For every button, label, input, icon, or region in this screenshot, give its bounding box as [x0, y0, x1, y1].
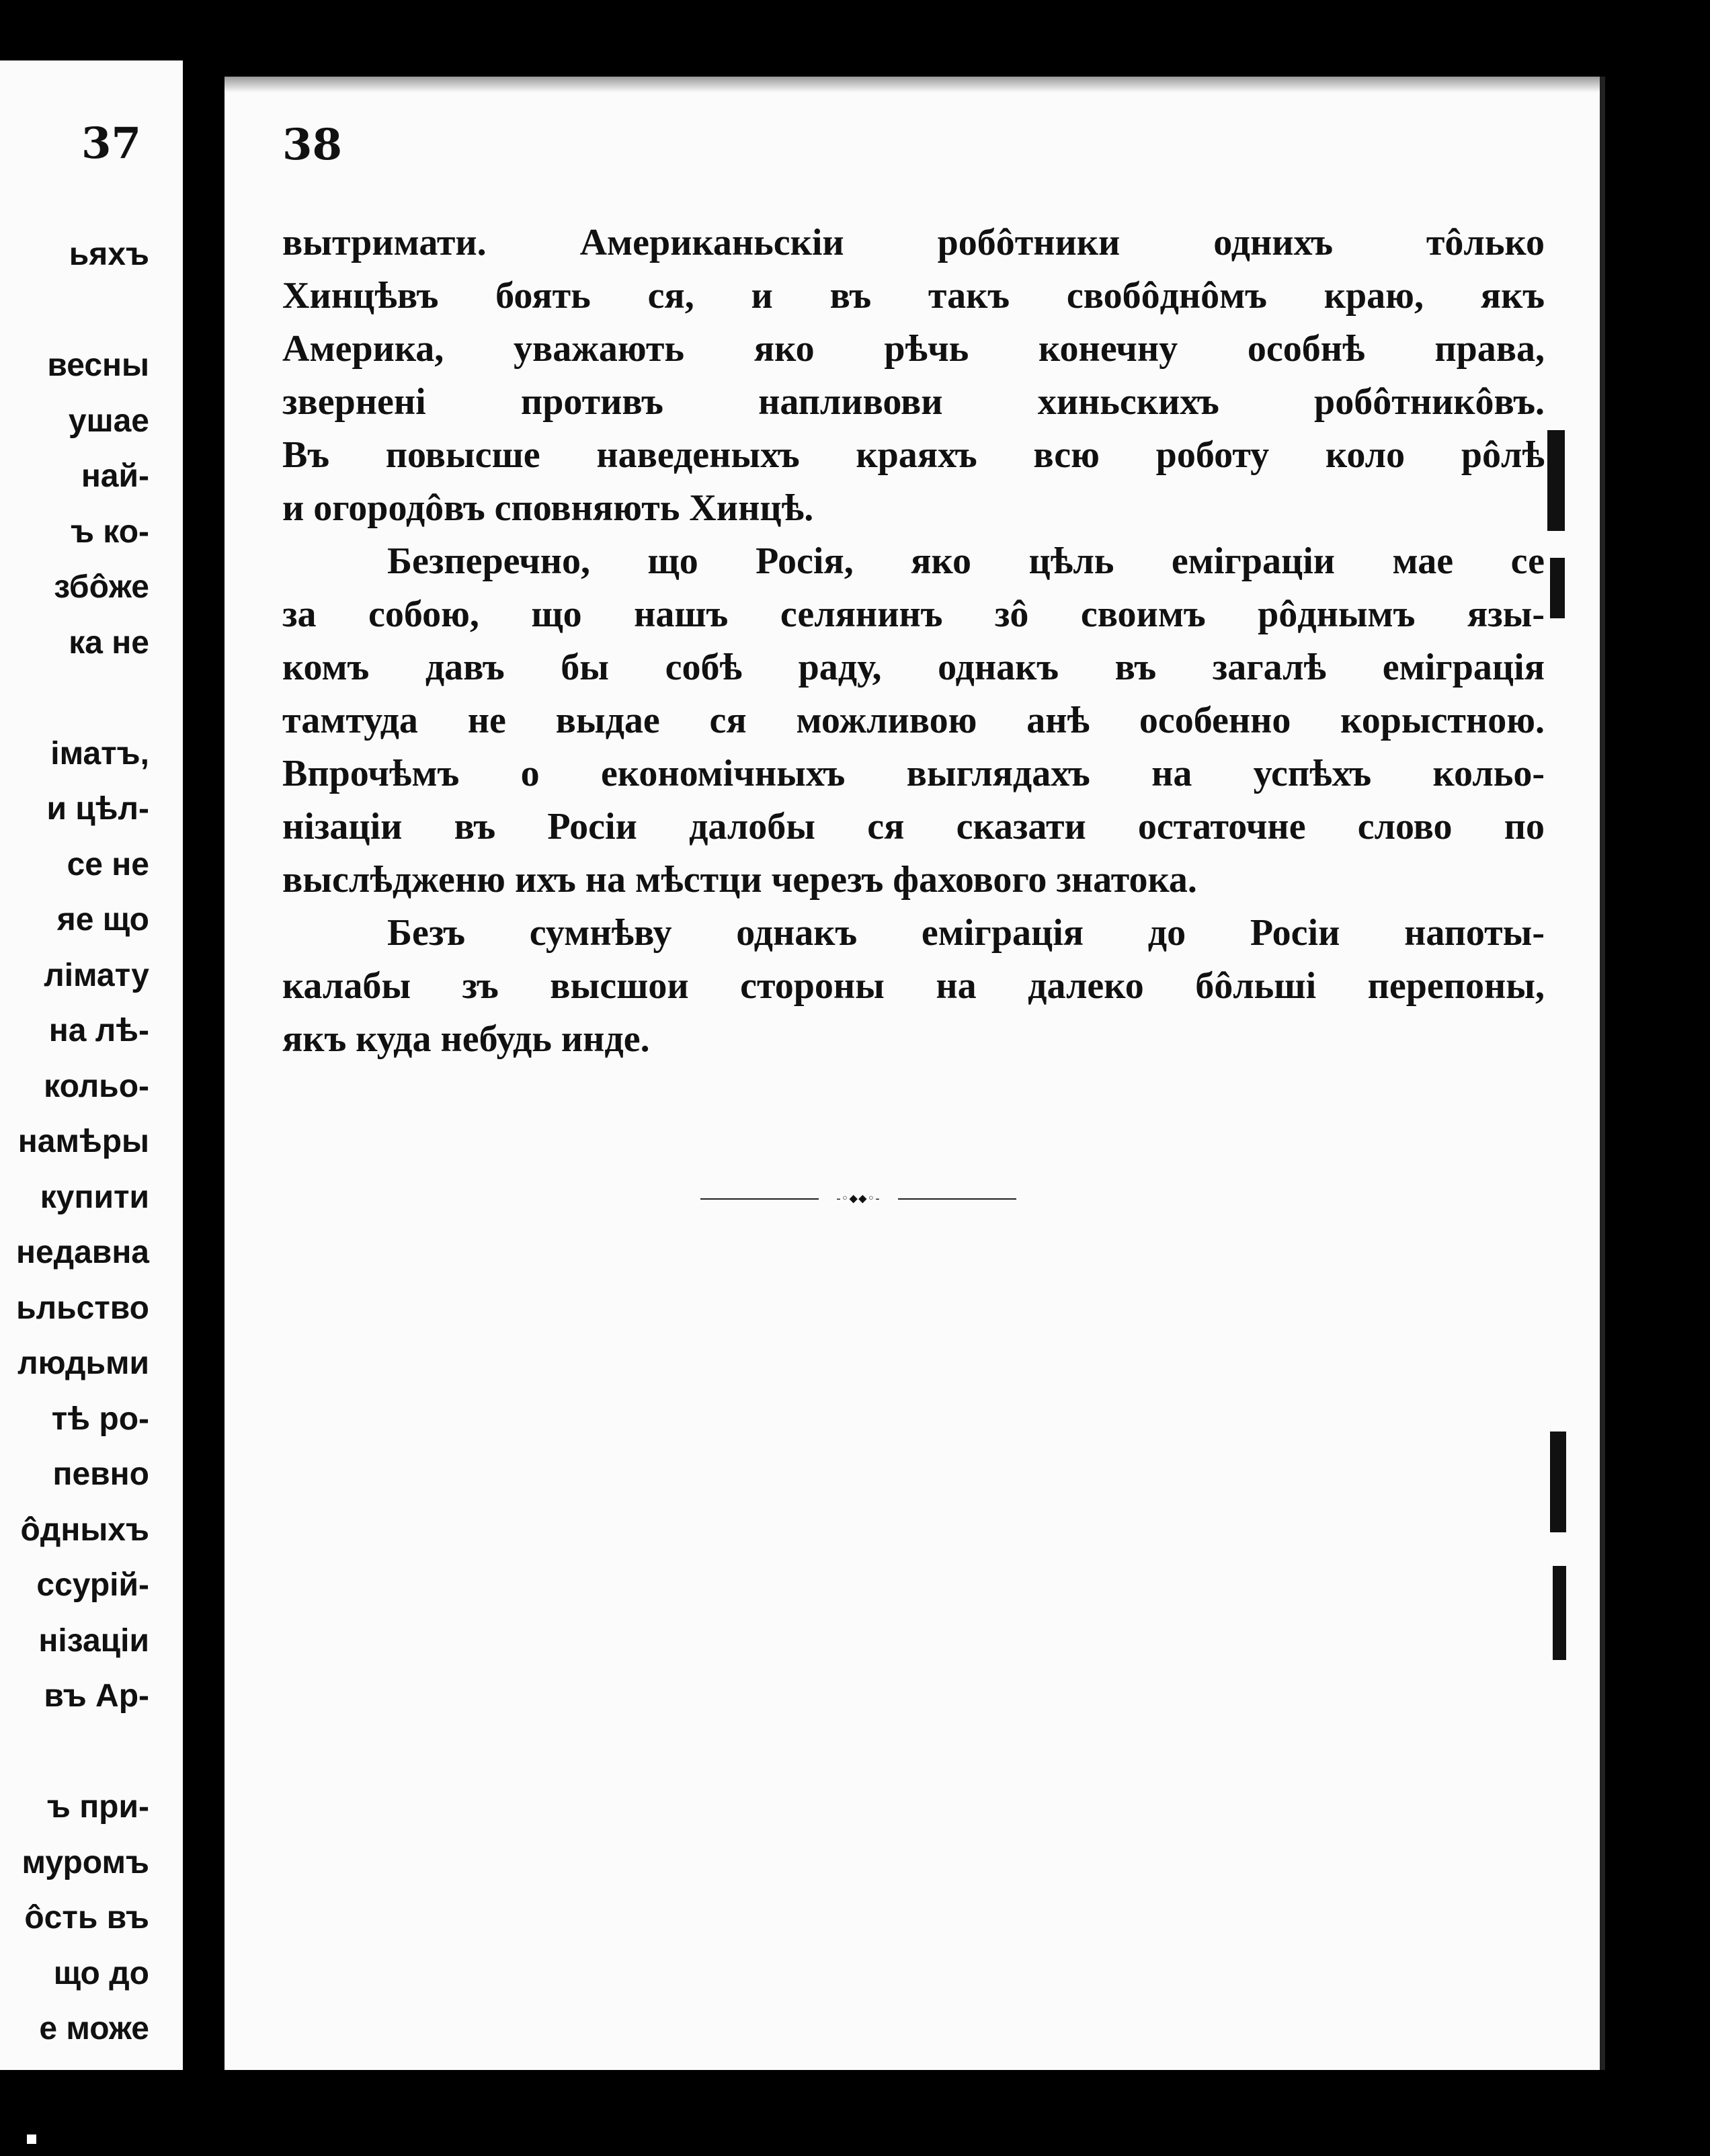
previous-page-line: збôже — [54, 569, 149, 605]
text-line: якъ куда небудь инде. — [282, 1018, 650, 1060]
previous-page-line: ьяхъ — [69, 237, 149, 272]
text-line: Безперечно, що Росія, яко цѣль еміграціи мае се — [387, 540, 1545, 582]
previous-page-line: певно — [52, 1456, 149, 1492]
text-line: комъ давъ бы собѣ раду, однакъ въ загалѣ еміграція — [282, 647, 1545, 688]
previous-page-line — [0, 671, 149, 727]
page-number: 38 — [282, 120, 343, 170]
previous-page-line: и цѣл- — [46, 791, 149, 827]
previous-page-line: весны — [47, 347, 149, 383]
edge-mark-1 — [1547, 430, 1565, 531]
previous-page-line: лімату — [44, 957, 149, 993]
previous-page-line: купити — [40, 1179, 149, 1215]
scan-speck — [27, 2134, 36, 2144]
previous-page-line: ъ ко- — [70, 513, 149, 550]
text-line: и огородôвъ сповняють Хинцѣ. — [282, 487, 814, 529]
previous-page-line: намѣры — [17, 1124, 149, 1159]
previous-page-line: нізаціи — [38, 1622, 149, 1659]
previous-page-line: е може — [39, 2011, 149, 2046]
previous-page-number: 37 — [81, 118, 141, 169]
previous-page-line: най- — [81, 458, 149, 494]
text-line: Въ повысше наведеныхъ краяхъ всю роботу коло рôлѣ — [282, 434, 1545, 476]
ornament-rule-left — [700, 1198, 819, 1200]
previous-page-line: ушае — [68, 403, 149, 439]
edge-mark-2 — [1550, 558, 1565, 618]
text-line: за собою, що нашъ селянинъ зô своимъ рôднымъ язы- — [282, 593, 1545, 635]
page-body-text — [282, 216, 1545, 1066]
edge-mark-4 — [1553, 1566, 1566, 1660]
previous-page-line — [0, 283, 149, 339]
previous-page-fragment — [0, 60, 183, 2070]
page-right-edge — [1600, 77, 1605, 2070]
text-line: выслѣдженю ихъ на мѣстци черезъ фахового знатока. — [282, 859, 1197, 901]
previous-page-line: ôдныхъ — [20, 1511, 149, 1548]
text-line: вытримати. Американьскіи робôтники однихъ тôлько — [282, 222, 1545, 263]
page-top-shadow — [225, 77, 1600, 93]
text-line: звернені противъ напливови хиньскихъ робôтникôвъ. — [282, 381, 1545, 423]
text-line: Безъ сумнѣву однакъ еміграція до Росіи напоты- — [387, 912, 1545, 954]
edge-mark-3 — [1550, 1432, 1566, 1532]
previous-page-line: кольо- — [44, 1068, 149, 1104]
current-page — [225, 77, 1600, 2070]
previous-page-line: недавна — [15, 1235, 149, 1270]
previous-page-text — [0, 227, 149, 2057]
previous-page-line: се не — [67, 846, 149, 882]
previous-page-line: въ Ар- — [44, 1678, 149, 1714]
text-line: Америка, уважають яко рѣчь конечну особнѣ права, — [282, 328, 1545, 370]
text-line: Хинцѣвъ боять ся, и въ такъ свобôднôмъ краю, якъ — [282, 275, 1545, 317]
previous-page-line: іматъ, — [50, 735, 149, 772]
previous-page-line: ъ при- — [46, 1789, 149, 1825]
text-line: тамтуда не выдае ся можливою анѣ особенно корыстною. — [282, 700, 1545, 741]
text-line: Впрочѣмъ о економічныхъ выглядахъ на успѣхъ кольо- — [282, 753, 1545, 794]
previous-page-line — [0, 1725, 149, 1780]
ornament-center: -◦⬥⬥◦- — [836, 1192, 881, 1206]
previous-page-line: ссурій- — [36, 1567, 149, 1603]
ornament-rule-right — [898, 1198, 1016, 1200]
previous-page-line: муромъ — [22, 1844, 149, 1880]
previous-page-line: ка не — [69, 624, 149, 661]
previous-page-line: яе що — [56, 902, 149, 938]
previous-page-line: на лѣ- — [48, 1013, 149, 1048]
previous-page-line: тѣ ро- — [51, 1401, 149, 1437]
text-line: калабы зъ высшои стороны на далеко бôльші перепоны, — [282, 965, 1545, 1007]
previous-page-line: ôсть въ — [24, 1900, 149, 1936]
book-gutter — [183, 40, 225, 2077]
previous-page-line: людьми — [17, 1345, 149, 1381]
text-line: нізаціи въ Росіи далобы ся сказати остаточне слово по — [282, 806, 1545, 847]
previous-page-line: що до — [53, 1955, 149, 1991]
previous-page-line: ьльство — [16, 1290, 149, 1326]
section-end-ornament — [700, 1192, 1016, 1206]
